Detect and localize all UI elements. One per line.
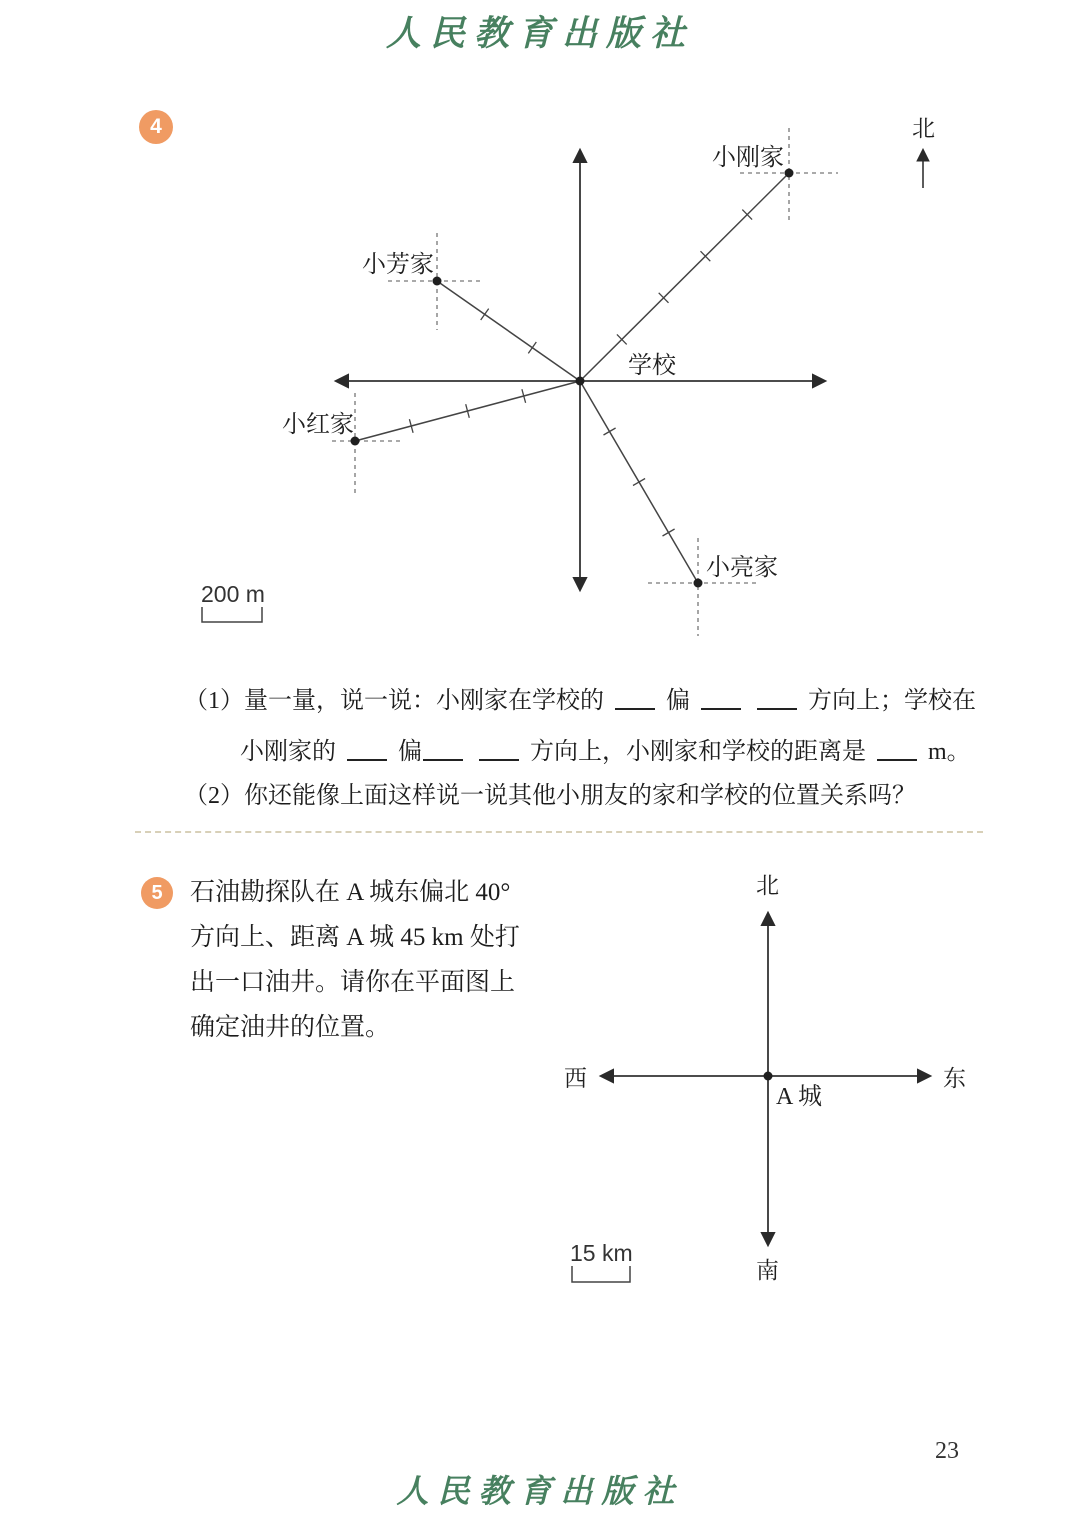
q1-line2-text-4: m。 <box>928 739 971 765</box>
question-1-line-2 <box>240 737 971 767</box>
city-a-dot <box>764 1072 773 1081</box>
dashed-cross-xiaoliang <box>648 538 756 636</box>
question-2-line <box>184 781 916 811</box>
problem4-diagram <box>0 100 1080 645</box>
q1-text-1: 量一量，说一说：小刚家在学校的 <box>244 688 604 714</box>
city-a-label: A 城 <box>776 1084 823 1110</box>
line-to-xiaofang <box>437 281 580 381</box>
xiaogang-label: 小刚家 <box>712 145 784 171</box>
scale-label-15km: 15 km <box>570 1240 633 1266</box>
problem5-text-line: 方向上、距离 A 城 45 km 处打 <box>190 924 520 951</box>
publisher-logo-top: 人民教育出版社 <box>385 14 694 53</box>
q1-line2-text-3: 方向上，小刚家和学校的距离是 <box>530 739 866 765</box>
east-label-p5: 东 <box>943 1066 966 1091</box>
q2-text: 你还能像上面这样说一说其他小朋友的家和学校的位置关系吗？ <box>244 783 916 809</box>
school-dot <box>576 377 585 386</box>
xiaoliang-dot <box>694 579 703 588</box>
ticks-xiaoliang <box>604 428 675 536</box>
q1-line2-text-2: 偏 <box>398 739 422 765</box>
ticks-xiaohong <box>409 389 525 433</box>
north-label-p5: 北 <box>756 873 779 898</box>
problem5-number-badge: 5 <box>141 877 173 909</box>
q1-text-2: 偏 <box>666 688 690 714</box>
xiaohong-label: 小红家 <box>282 412 354 438</box>
dashed-cross-xiaohong <box>332 393 404 493</box>
xiaogang-dot <box>785 169 794 178</box>
scale-label-200m: 200 m <box>201 581 265 607</box>
answer-blank <box>757 688 797 710</box>
q1-text-3: 方向上；学校在 <box>808 688 976 714</box>
scale-bar-15km <box>572 1266 630 1282</box>
answer-blank <box>423 739 463 761</box>
question-1-line-1 <box>184 686 976 716</box>
q2-prefix: （2） <box>184 783 244 809</box>
xiaoliang-label: 小亮家 <box>706 555 778 581</box>
page-number: 23 <box>935 1438 959 1464</box>
answer-blank <box>615 688 655 710</box>
q1-line2-text-1: 小刚家的 <box>240 739 336 765</box>
problem5-text-line: 石油勘探队在 A 城东偏北 40° <box>190 879 511 906</box>
answer-blank <box>479 739 519 761</box>
answer-blank <box>877 739 917 761</box>
problem5-compass-diagram <box>0 865 1080 1295</box>
scale-bar-200m <box>202 607 262 622</box>
problem5-text-line: 确定油井的位置。 <box>190 1014 391 1041</box>
problem4-number-badge: 4 <box>139 110 173 144</box>
publisher-logo-bottom: 人民教育出版社 <box>396 1473 684 1509</box>
section-divider <box>135 831 983 833</box>
xiaofang-label: 小芳家 <box>362 252 434 278</box>
q1-prefix: （1） <box>184 688 244 714</box>
north-label-p4: 北 <box>912 116 935 141</box>
answer-blank <box>347 739 387 761</box>
west-label-p5: 西 <box>564 1066 587 1091</box>
problem5-text-line: 出一口油井。请你在平面图上 <box>190 969 516 996</box>
line-to-xiaogang <box>580 173 789 381</box>
answer-blank <box>701 688 741 710</box>
school-label: 学校 <box>628 353 676 379</box>
south-label-p5: 南 <box>756 1258 779 1283</box>
